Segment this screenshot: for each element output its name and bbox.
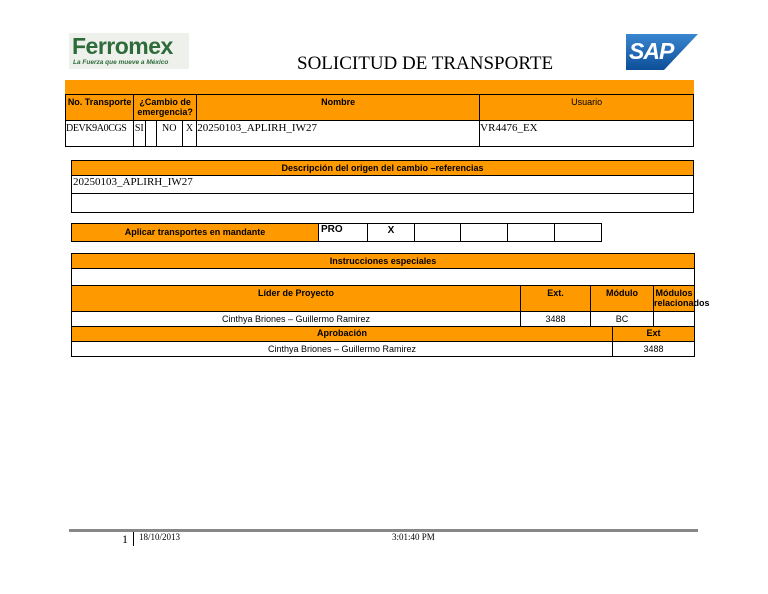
ext-value: 3488 <box>521 312 591 327</box>
descripcion-header: Descripción del origen del cambio –referencias <box>72 161 694 176</box>
ferromex-logo <box>69 33 189 69</box>
mandante-label: Aplicar transportes en mandante <box>72 224 319 242</box>
mandante-pro: PRO <box>319 224 368 242</box>
mandante-cell-3[interactable] <box>415 224 461 242</box>
descripcion-blank-row <box>72 194 694 213</box>
instrucciones-table <box>71 253 710 357</box>
mandante-cell-4[interactable] <box>461 224 508 242</box>
si-checkbox[interactable] <box>145 121 156 147</box>
header-band <box>65 80 694 94</box>
lider-value: Cinthya Briones – Guillermo Ramirez <box>72 312 521 327</box>
modulo-value: BC <box>591 312 654 327</box>
sap-logo-text: SAP <box>629 38 674 64</box>
mandante-mark: X <box>368 224 415 242</box>
footer-separator <box>133 532 134 546</box>
sap-logo <box>626 34 698 70</box>
transport-table <box>65 94 694 147</box>
col-ext-aprobacion: Ext <box>613 327 695 342</box>
footer-time: 3:01:40 PM <box>392 532 435 542</box>
ext-aprobacion-value: 3488 <box>613 342 695 357</box>
no-transporte-value: DEVK9A0CGS <box>66 121 134 147</box>
col-modulos-relacionados: Módulos relacionados <box>654 286 695 312</box>
no-mark: X <box>182 121 197 147</box>
footer-page-number: 1 <box>122 532 128 546</box>
footer-date: 18/10/2013 <box>139 532 181 542</box>
col-lider: Líder de Proyecto <box>72 286 521 312</box>
descripcion-value: 20250103_APLIRH_IW27 <box>72 176 694 194</box>
col-nombre: Nombre <box>197 95 480 121</box>
mandante-cell-5[interactable] <box>508 224 555 242</box>
col-cambio-emergencia: ¿Cambio de emergencia? <box>134 95 197 121</box>
col-no-transporte: No. Transporte <box>66 95 134 121</box>
no-label: NO <box>156 121 182 147</box>
ferromex-tagline: La Fuerza que mueve a México <box>73 59 169 66</box>
col-usuario: Usuario <box>480 95 694 121</box>
aprobacion-value: Cinthya Briones – Guillermo Ramirez <box>72 342 613 357</box>
instrucciones-blank-row <box>72 269 695 286</box>
instrucciones-header: Instrucciones especiales <box>72 254 695 269</box>
modulos-relacionados-value <box>654 312 695 327</box>
usuario-value: VR4476_EX <box>480 121 694 147</box>
descripcion-table <box>71 160 694 213</box>
mandante-cell-6[interactable] <box>555 224 602 242</box>
mandante-table <box>71 223 602 242</box>
col-ext: Ext. <box>521 286 591 312</box>
nombre-value: 20250103_APLIRH_IW27 <box>197 121 480 147</box>
col-modulo: Módulo <box>591 286 654 312</box>
col-aprobacion: Aprobación <box>72 327 613 342</box>
page-title: SOLICITUD DE TRANSPORTE <box>297 53 554 74</box>
ferromex-logo-text: Ferromex <box>72 33 173 59</box>
si-label: SI <box>134 121 145 147</box>
